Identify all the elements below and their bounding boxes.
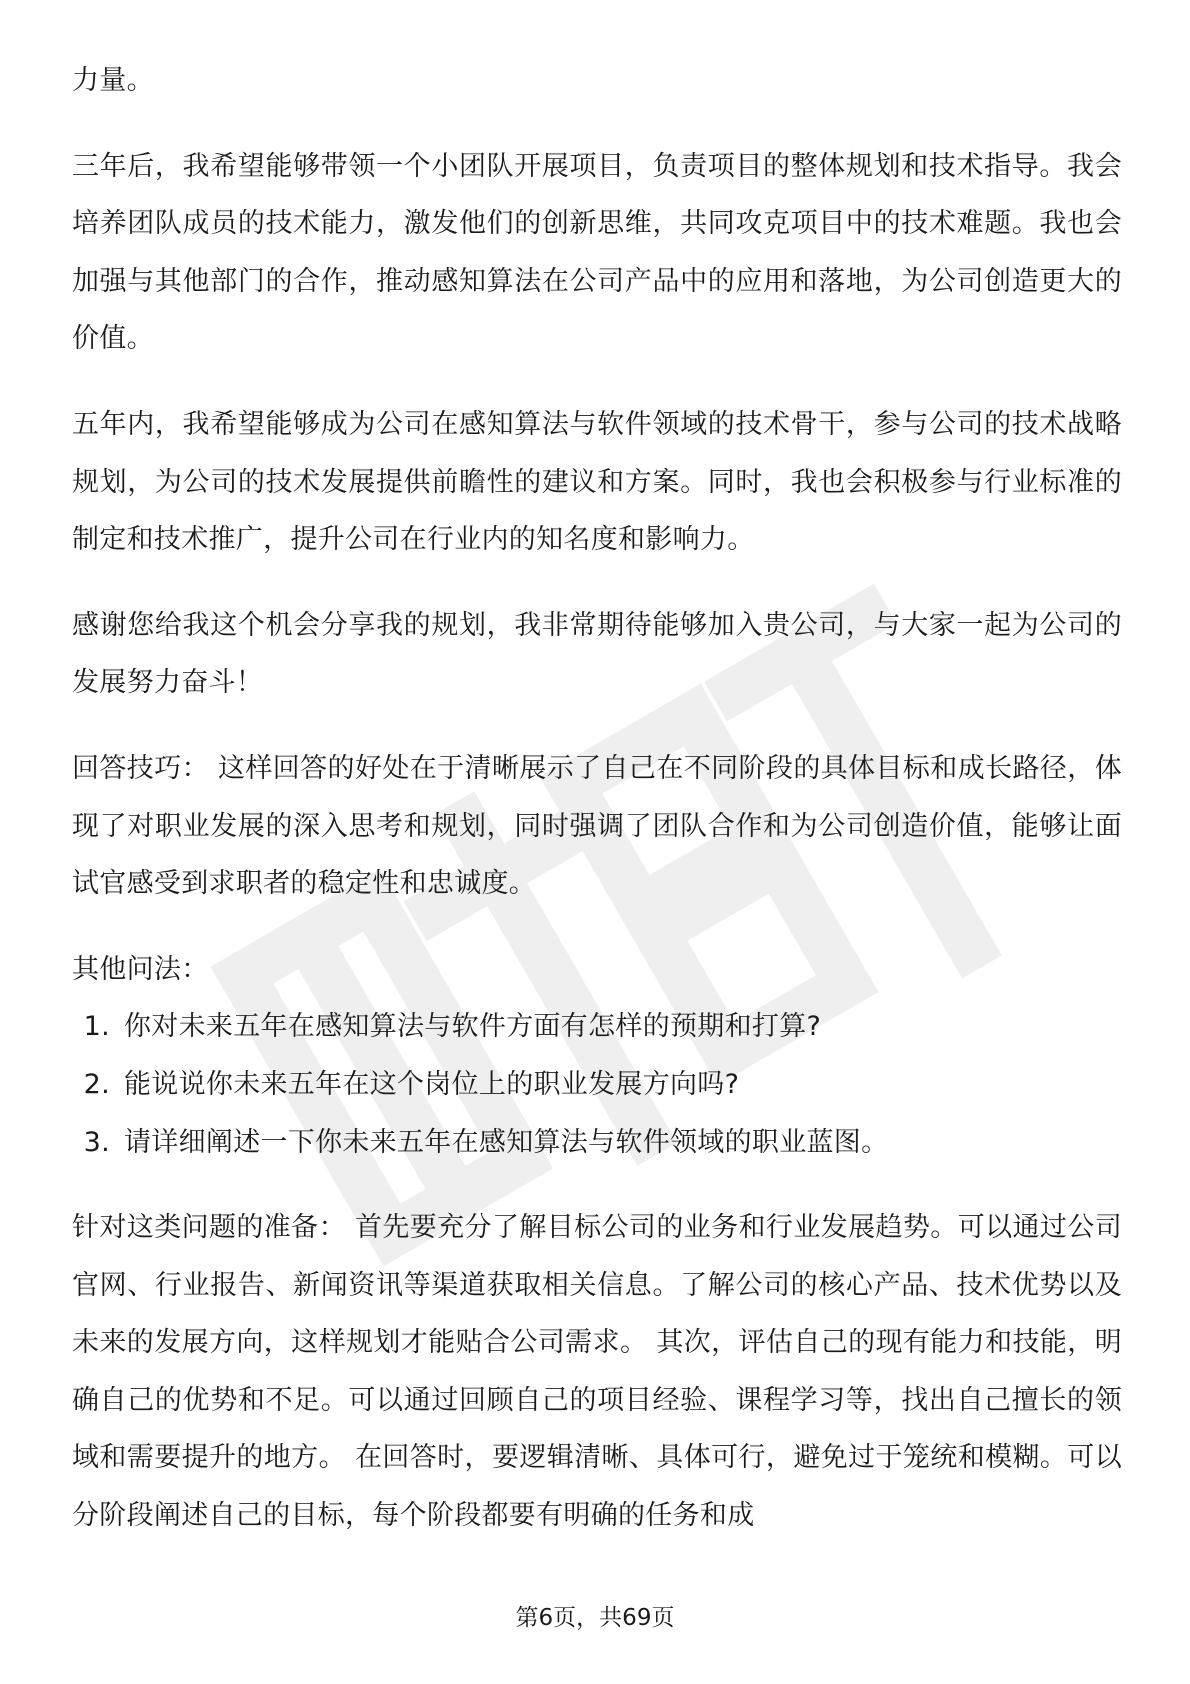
list-item-number: 1. xyxy=(83,1011,110,1043)
page-footer: 第6页，共69页 xyxy=(515,1605,675,1631)
document-page xyxy=(72,52,1122,1545)
list-item-text: 能说说你未来五年在这个岗位上的职业发展方向吗? xyxy=(124,1068,740,1100)
list-item xyxy=(72,1114,1122,1172)
paragraph-other-questions-heading: 其他问法： xyxy=(72,953,209,985)
list-item-number: 2. xyxy=(83,1068,110,1100)
paragraph-five-year-plan: 五年内，我希望能够成为公司在感知算法与软件领域的技术骨干，参与公司的技术战略规划，为公司的技术发展提供前瞻性的建议和方案。同时，我也会积极参与行业标准的制定和技术推广，提升公司在行业内的知名度和影响力。 xyxy=(72,408,1122,556)
list-item xyxy=(72,1056,1122,1114)
list-item-number: 3. xyxy=(83,1126,110,1158)
paragraph-preparation: 针对这类问题的准备： 首先要充分了解目标公司的业务和行业发展趋势。可以通过公司官网、行业报告、新闻资讯等渠道获取相关信息。了解公司的核心产品、技术优势以及未来的发展方向，这样规划才能贴合公司需求。 其次，评估自己的现有能力和技能，明确自己的优势和不足。可以通过回顾自己的项目经验、课程学习等，找出自己擅长的领域和需要提升的地方。 在回答时，要逻辑清晰、具体可行，避免过于笼统和模糊。可以分阶段阐述自己的目标，每个阶段都要有明确的任务和成 xyxy=(72,1212,1122,1532)
paragraph-thanks: 感谢您给我这个机会分享我的规划，我非常期待能够加入贵公司，与大家一起为公司的发展努力奋斗！ xyxy=(72,609,1122,699)
paragraph-three-year-plan: 三年后，我希望能够带领一个小团队开展项目，负责项目的整体规划和技术指导。我会培养团队成员的技术能力，激发他们的创新思维，共同攻克项目中的技术难题。我也会加强与其他部门的合作，推动感知算法在公司产品中的应用和落地，为公司创造更大的价值。 xyxy=(72,150,1122,355)
paragraph-continuation: 力量。 xyxy=(72,65,154,96)
list-item-text: 你对未来五年在感知算法与软件方面有怎样的预期和打算? xyxy=(124,1011,822,1043)
other-questions-list xyxy=(72,998,1122,1171)
paragraph-answer-tips: 回答技巧： 这样回答的好处在于清晰展示了自己在不同阶段的具体目标和成长路径，体现了对职业发展的深入思考和规划，同时强调了团队合作和为公司创造价值，能够让面试官感受到求职者的稳定性和忠诚度。 xyxy=(72,752,1122,900)
list-item-text: 请详细阐述一下你未来五年在感知算法与软件领域的职业蓝图。 xyxy=(124,1126,889,1158)
list-item xyxy=(72,998,1122,1056)
